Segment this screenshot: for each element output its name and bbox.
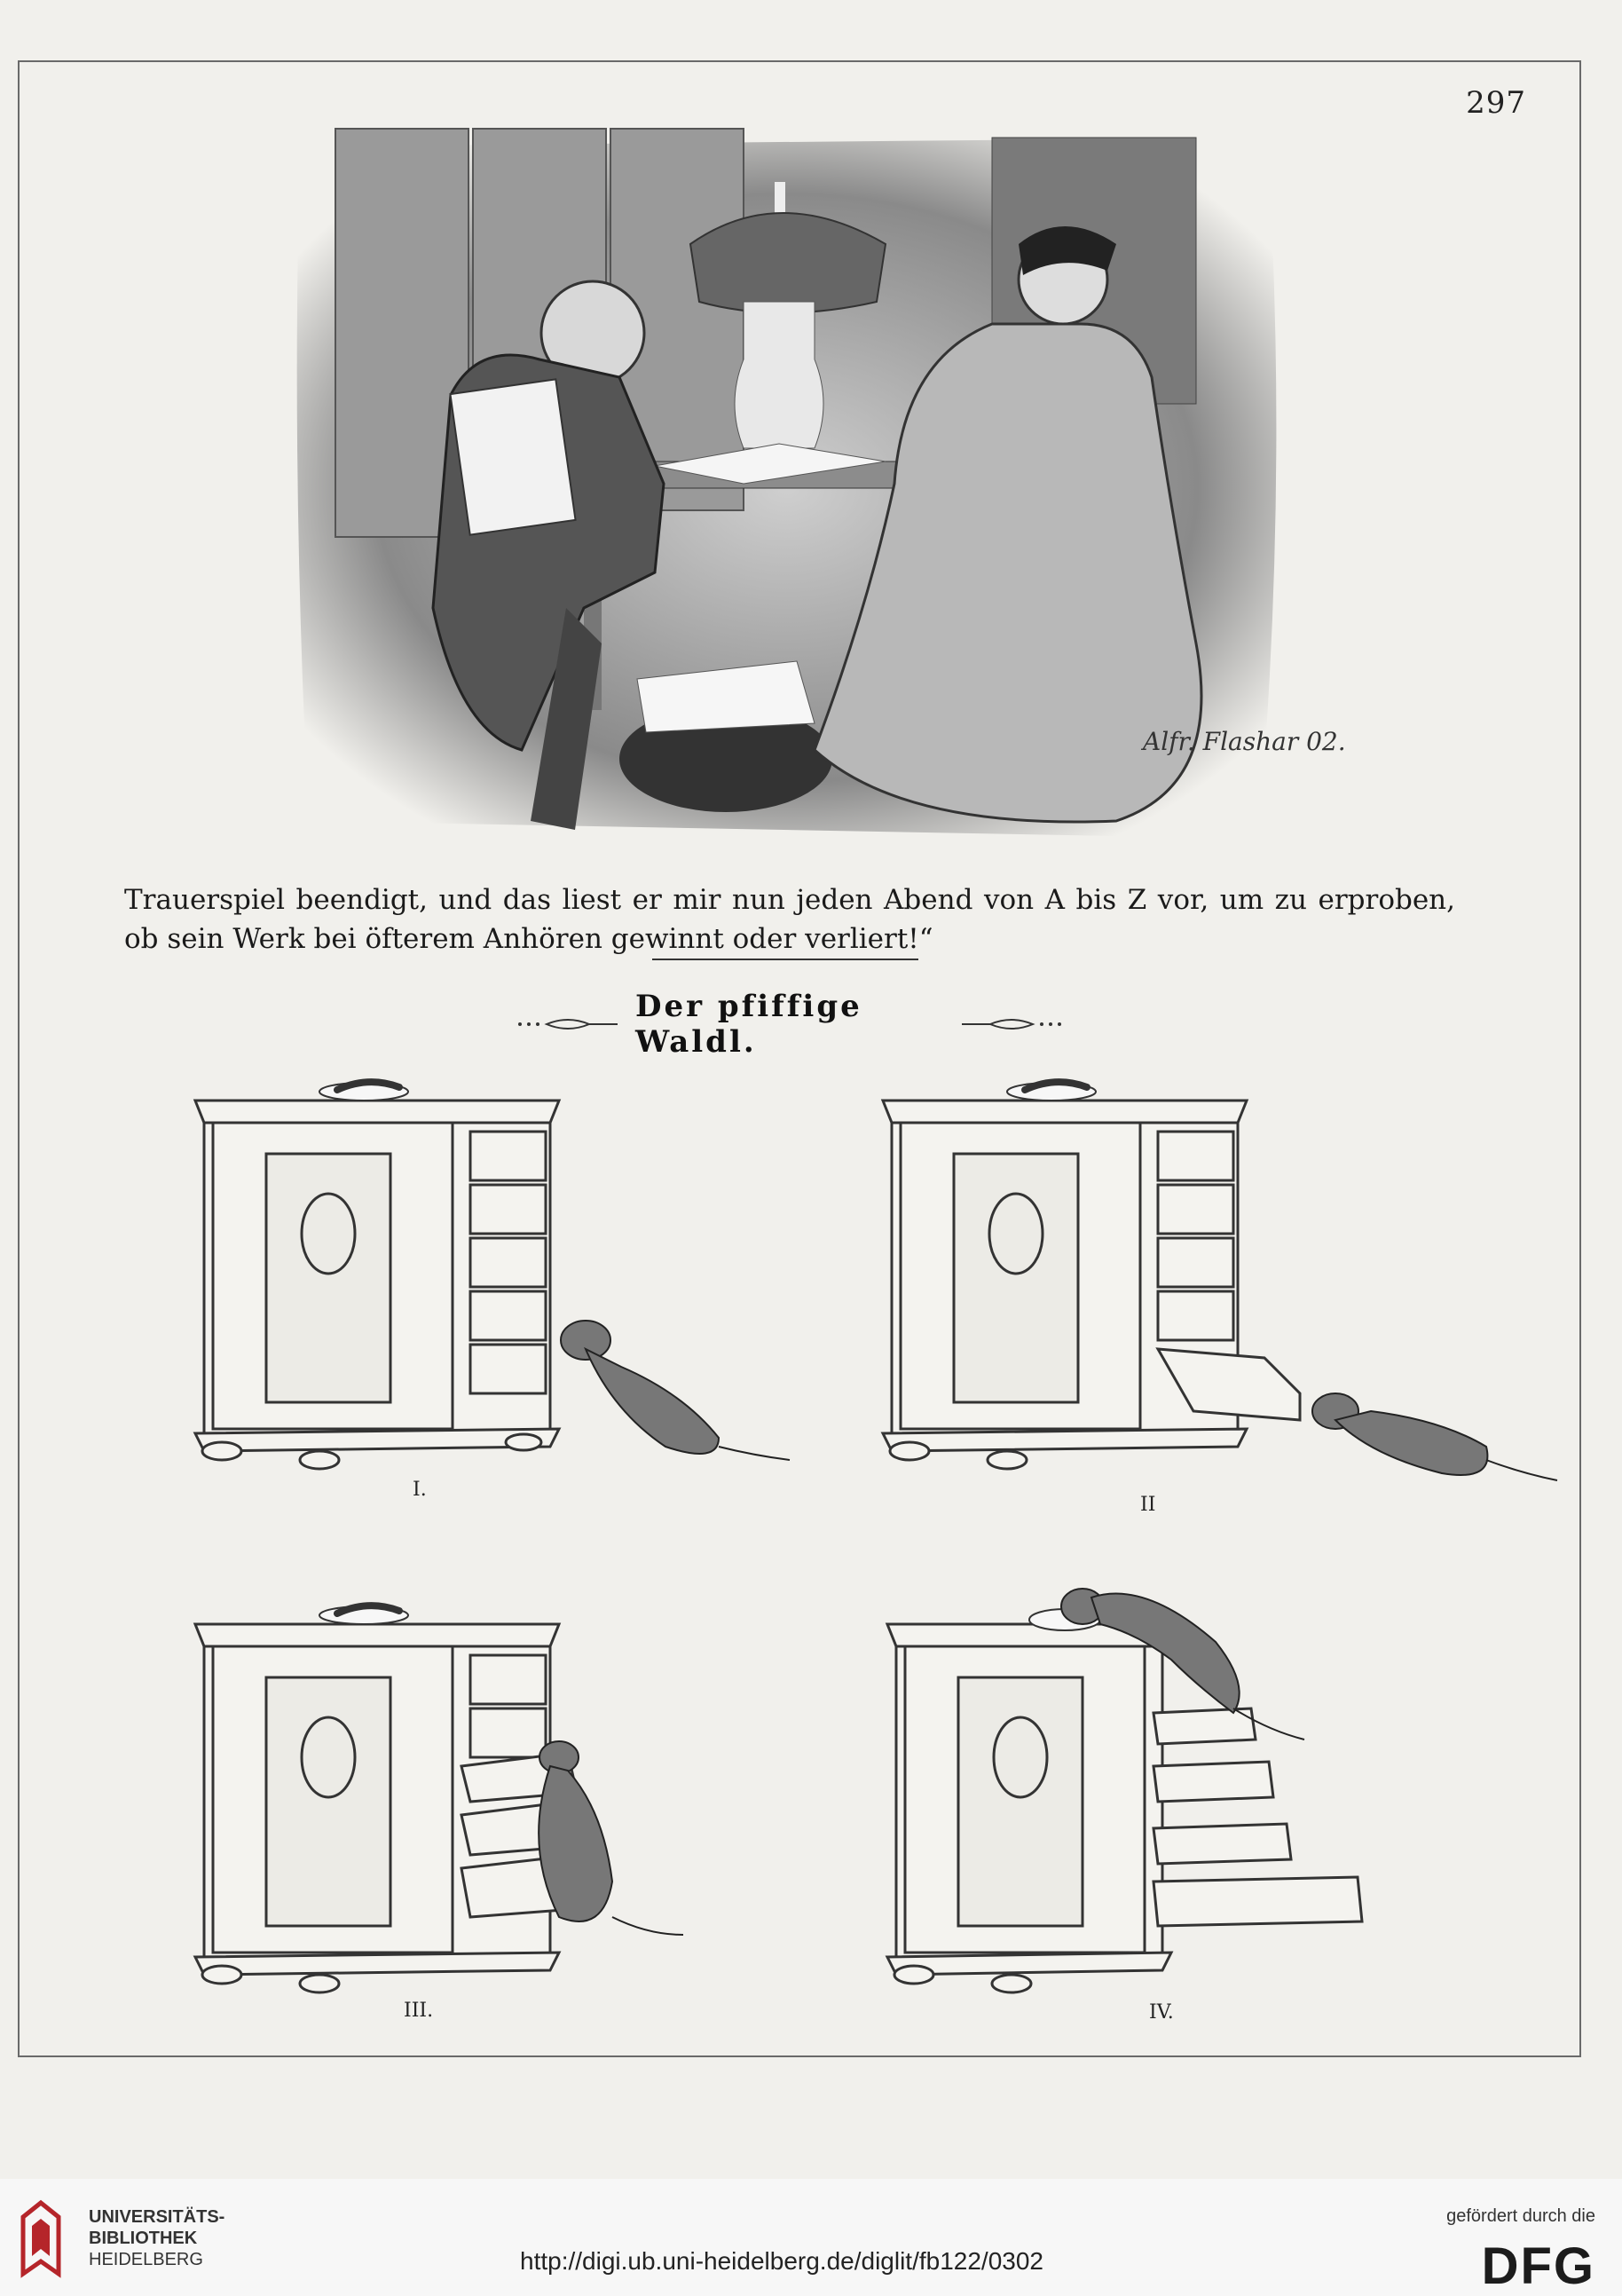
ornament-right-icon bbox=[958, 1015, 1065, 1033]
svg-text:II: II bbox=[1140, 1494, 1156, 1516]
dfg-logo: DFG bbox=[1481, 2237, 1595, 2295]
panel-4-label bbox=[1149, 2001, 1174, 2024]
panel-1-illustration bbox=[186, 1056, 799, 1501]
library-name bbox=[89, 2206, 224, 2270]
ornament-left-icon bbox=[515, 1015, 621, 1033]
library-logo-icon bbox=[20, 2199, 62, 2277]
svg-text:III.: III. bbox=[404, 2000, 434, 2022]
source-url-link[interactable]: http://digi.ub.uni-heidelberg.de/diglit/fb122/0302 bbox=[520, 2247, 1043, 2275]
panel-2-label bbox=[1140, 1494, 1155, 1516]
caption-rule bbox=[652, 959, 918, 960]
panel-1-label bbox=[413, 1479, 427, 1501]
artist-signature: Alfr. Flashar 02. bbox=[1143, 727, 1346, 756]
panel-2-illustration bbox=[874, 1056, 1566, 1518]
footer-bar bbox=[0, 2179, 1622, 2296]
panel-4-illustration bbox=[878, 1562, 1482, 2024]
cartoon-title-row bbox=[515, 989, 1065, 1060]
caption-text: Trauerspiel beendigt, und das liest er mir nun jeden Abend von A bis Z vor, um zu erproben, ob sein Werk bei öfterem Anhören gewinnt oder verliert!“ bbox=[124, 884, 1455, 955]
illustration-reading-scene bbox=[282, 111, 1346, 856]
panel-3-illustration bbox=[186, 1580, 790, 2024]
library-name-line-1: UNIVERSITÄTS- bbox=[89, 2207, 225, 2227]
page-number: 297 bbox=[1466, 85, 1526, 121]
cartoon-title: Der pfiffige Waldl. bbox=[635, 989, 862, 1060]
svg-text:IV.: IV. bbox=[1149, 2001, 1174, 2024]
funded-by-text: gefördert durch die bbox=[1446, 2206, 1595, 2226]
svg-text:I.: I. bbox=[413, 1479, 427, 1501]
library-name-line-3: HEIDELBERG bbox=[89, 2250, 203, 2269]
panel-3-label bbox=[404, 2000, 433, 2022]
library-name-line-2: BIBLIOTHEK bbox=[89, 2229, 198, 2248]
